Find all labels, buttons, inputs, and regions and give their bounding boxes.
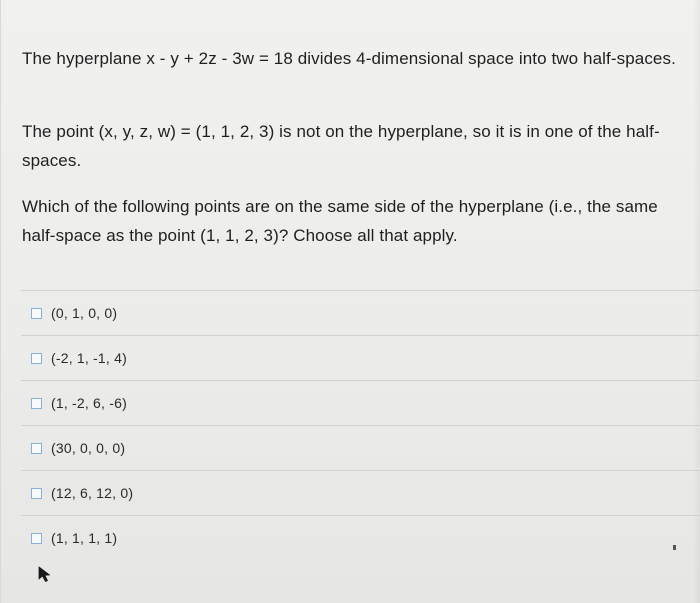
option-label-6: (1, 1, 1, 1): [51, 530, 118, 546]
question-paragraph-1: The hyperplane x - y + 2z - 3w = 18 divides 4-dimensional space into two half-spaces.: [22, 49, 676, 68]
option-label-4: (30, 0, 0, 0): [51, 440, 126, 456]
option-label-2: (-2, 1, -1, 4): [51, 350, 127, 366]
mouse-pointer-icon: [38, 566, 52, 582]
option-row-1[interactable]: [21, 290, 699, 335]
option-label-5: (12, 6, 12, 0): [51, 485, 134, 501]
checkbox-option-5[interactable]: [31, 488, 42, 499]
page-edge-shadow: [693, 0, 700, 603]
answer-options-list: [21, 290, 699, 560]
option-row-3[interactable]: [21, 380, 699, 425]
scroll-marker: [673, 545, 676, 550]
question-paragraph-2: The point (x, y, z, w) = (1, 1, 2, 3) is not on the hyperplane, so it is in one of the half-spaces.: [22, 122, 660, 170]
option-row-4[interactable]: [21, 425, 699, 470]
option-label-1: (0, 1, 0, 0): [51, 305, 118, 321]
option-row-6[interactable]: [21, 515, 699, 560]
checkbox-option-6[interactable]: [31, 533, 42, 544]
checkbox-option-2[interactable]: [31, 353, 42, 364]
checkbox-option-1[interactable]: [31, 308, 42, 319]
option-row-2[interactable]: [21, 335, 699, 380]
question-paragraph-3: Which of the following points are on the same side of the hyperplane (i.e., the same half-space as the point (1, 1, 2, 3)? Choose all that apply.: [22, 197, 658, 245]
checkbox-option-4[interactable]: [31, 443, 42, 454]
option-label-3: (1, -2, 6, -6): [51, 395, 127, 411]
option-row-5[interactable]: [21, 470, 699, 515]
checkbox-option-3[interactable]: [31, 398, 42, 409]
